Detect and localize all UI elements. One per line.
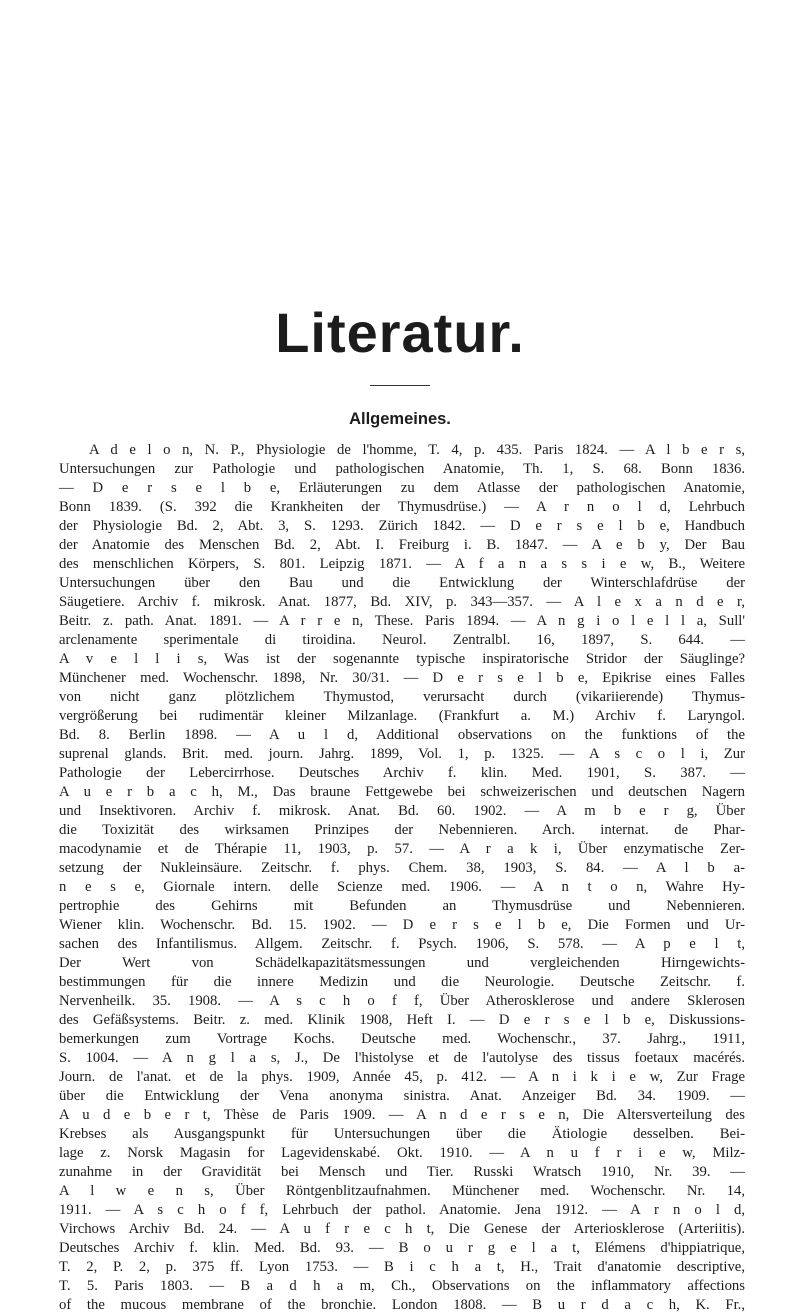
text-line: S. 1004. — A n g l a s, J., De l'histolyse et de l'autolyse des tissus foetaux macérés. [59, 1050, 745, 1066]
text-line: bemerkungen zum Vortrage Kochs. Deutsche med. Wochenschr., 37. Jahrg., 1911, [59, 1031, 745, 1047]
text-line: sachen des Infantilismus. Allgem. Zeitschr. f. Psych. 1906, S. 578. — A p e l t, [59, 936, 745, 952]
text-line: Pathologie der Lebercirrhose. Deutsches Archiv f. klin. Med. 1901, S. 387. — [59, 765, 745, 781]
text-line: vergrößerung bei rudimentär kleiner Milzanlage. (Frankfurt a. M.) Archiv f. Laryngol. [59, 708, 745, 724]
text-line: Münchener med. Wochenschr. 1898, Nr. 30/31. — D e r s e l b e, Epikrise eines Falles [59, 670, 745, 686]
text-line: macodynamie et de Thérapie 11, 1903, p. 57. — A r a k i, Über enzymatische Zer- [59, 841, 745, 857]
text-line: Wiener klin. Wochenschr. Bd. 15. 1902. — D e r s e l b e, Die Formen und Ur- [59, 917, 745, 933]
text-line: die Toxizität des wirksamen Prinzipes der Nebennieren. Arch. internat. de Phar- [59, 822, 745, 838]
text-line: über die Entwicklung der Vena anonyma sinistra. Anat. Anzeiger Bd. 34. 1909. — [59, 1088, 745, 1104]
text-line: der Anatomie des Menschen Bd. 2, Abt. I. Freiburg i. B. 1847. — A e b y, Der Bau [59, 537, 745, 553]
text-line: A l w e n s, Über Röntgenblitzaufnahmen. Münchener med. Wochenschr. Nr. 14, [59, 1183, 745, 1199]
text-line: — D e r s e l b e, Erläuterungen zu dem Atlasse der pathologischen Anatomie, [59, 480, 745, 496]
text-line: Bd. 8. Berlin 1898. — A u l d, Additional observations on the funktions of the [59, 727, 745, 743]
section-heading: Allgemeines. [349, 410, 451, 428]
text-line: A d e l o n, N. P., Physiologie de l'homme, T. 4, p. 435. Paris 1824. — A l b e r s, [89, 442, 745, 458]
text-line: arclenamente sperimentale di tiroidina. Neurol. Zentralbl. 16, 1897, S. 644. — [59, 632, 745, 648]
text-line: zunahme in der Gravidität bei Mensch und Tier. Russki Wratsch 1910, Nr. 39. — [59, 1164, 745, 1180]
text-line: der Physiologie Bd. 2, Abt. 3, S. 1293. Zürich 1842. — D e r s e l b e, Handbuch [59, 518, 745, 534]
text-line: Nervenheilk. 35. 1908. — A s c h o f f, Über Atherosklerose und andere Sklerosen [59, 993, 745, 1009]
text-line: Untersuchungen über den Bau und die Entwicklung der Winterschlafdrüse der [59, 575, 745, 591]
text-line: suprenal glands. Brit. med. journ. Jahrg. 1899, Vol. 1, p. 1325. — A s c o l i, Zur [59, 746, 745, 762]
text-line: Der Wert von Schädelkapazitätsmessungen und vergleichenden Hirngewichts- [59, 955, 745, 971]
text-line: des menschlichen Körpers, S. 801. Leipzig 1871. — A f a n a s s i e w, B., Weitere [59, 556, 745, 572]
text-line: A u d e b e r t, Thèse de Paris 1909. — A n d e r s e n, Die Altersverteilung des [59, 1107, 745, 1123]
text-line: lage z. Norsk Magasin for Lagevidenskabé. Okt. 1910. — A n u f r i e w, Milz- [59, 1145, 745, 1161]
page-title: Literatur. [275, 301, 525, 364]
text-line: des Gefäßsystems. Beitr. z. med. Klinik 1908, Heft I. — D e r s e l b e, Diskussions- [59, 1012, 745, 1028]
text-line: Krebses als Ausgangspunkt für Untersuchungen über die Ätiologie desselben. Bei- [59, 1126, 745, 1142]
text-line: A v e l l i s, Was ist der sogenannte typische inspiratorische Stridor der Säuglinge? [59, 651, 745, 667]
text-line: Säugetiere. Archiv f. mikrosk. Anat. 1877, Bd. XIV, p. 343—357. — A l e x a n d e r, [59, 594, 745, 610]
text-line: pertrophie des Gehirns mit Befunden an Thymusdrüse und Nebennieren. [59, 898, 745, 914]
text-line: A u e r b a c h, M., Das braune Fettgewebe bei schweizerischen und deutschen Nagern [59, 784, 745, 800]
text-line: von nicht ganz plötzlichem Thymustod, verursacht durch (vikariierende) Thymus- [59, 689, 745, 705]
bibliography-text [59, 441, 745, 1315]
text-line: of the mucous membrane of the bronchie. London 1808. — B u r d a c h, K. Fr., [59, 1297, 745, 1313]
text-line: T. 5. Paris 1803. — B a d h a m, Ch., Observations on the inflammatory affections [59, 1278, 745, 1294]
text-line: setzung der Nukleinsäure. Zeitschr. f. phys. Chem. 38, 1903, S. 84. — A l b a- [59, 860, 745, 876]
title-rule [370, 385, 430, 386]
text-line: und Insektivoren. Archiv f. mikrosk. Anat. Bd. 60. 1902. — A m b e r g, Über [59, 803, 745, 819]
text-line: Virchows Archiv Bd. 24. — A u f r e c h t, Die Genese der Arteriosklerose (Arteriitis). [59, 1221, 745, 1237]
text-line: 1911. — A s c h o f f, Lehrbuch der pathol. Anatomie. Jena 1912. — A r n o l d, [59, 1202, 745, 1218]
text-line: Journ. de l'anat. et de la phys. 1909, Année 45, p. 412. — A n i k i e w, Zur Frage [59, 1069, 745, 1085]
text-line: n e s e, Giornale intern. delle Scienze med. 1906. — A n t o n, Wahre Hy- [59, 879, 745, 895]
text-line: bestimmungen für die innere Medizin und die Neurologie. Deutsche Zeitschr. f. [59, 974, 745, 990]
text-line: T. 2, P. 2, p. 375 ff. Lyon 1753. — B i c h a t, H., Trait d'anatomie descriptive, [59, 1259, 745, 1275]
text-line: Bonn 1839. (S. 392 die Krankheiten der Thymusdrüse.) — A r n o l d, Lehrbuch [59, 499, 745, 515]
text-line: Deutsches Archiv f. klin. Med. Bd. 93. — B o u r g e l a t, Elémens d'hippiatrique, [59, 1240, 745, 1256]
text-line: Beitr. z. path. Anat. 1891. — A r r e n, These. Paris 1894. — A n g i o l e l l a, Sull' [59, 613, 745, 629]
text-line: Untersuchungen zur Pathologie und pathologischen Anatomie, Th. 1, S. 68. Bonn 1836. [59, 461, 745, 477]
